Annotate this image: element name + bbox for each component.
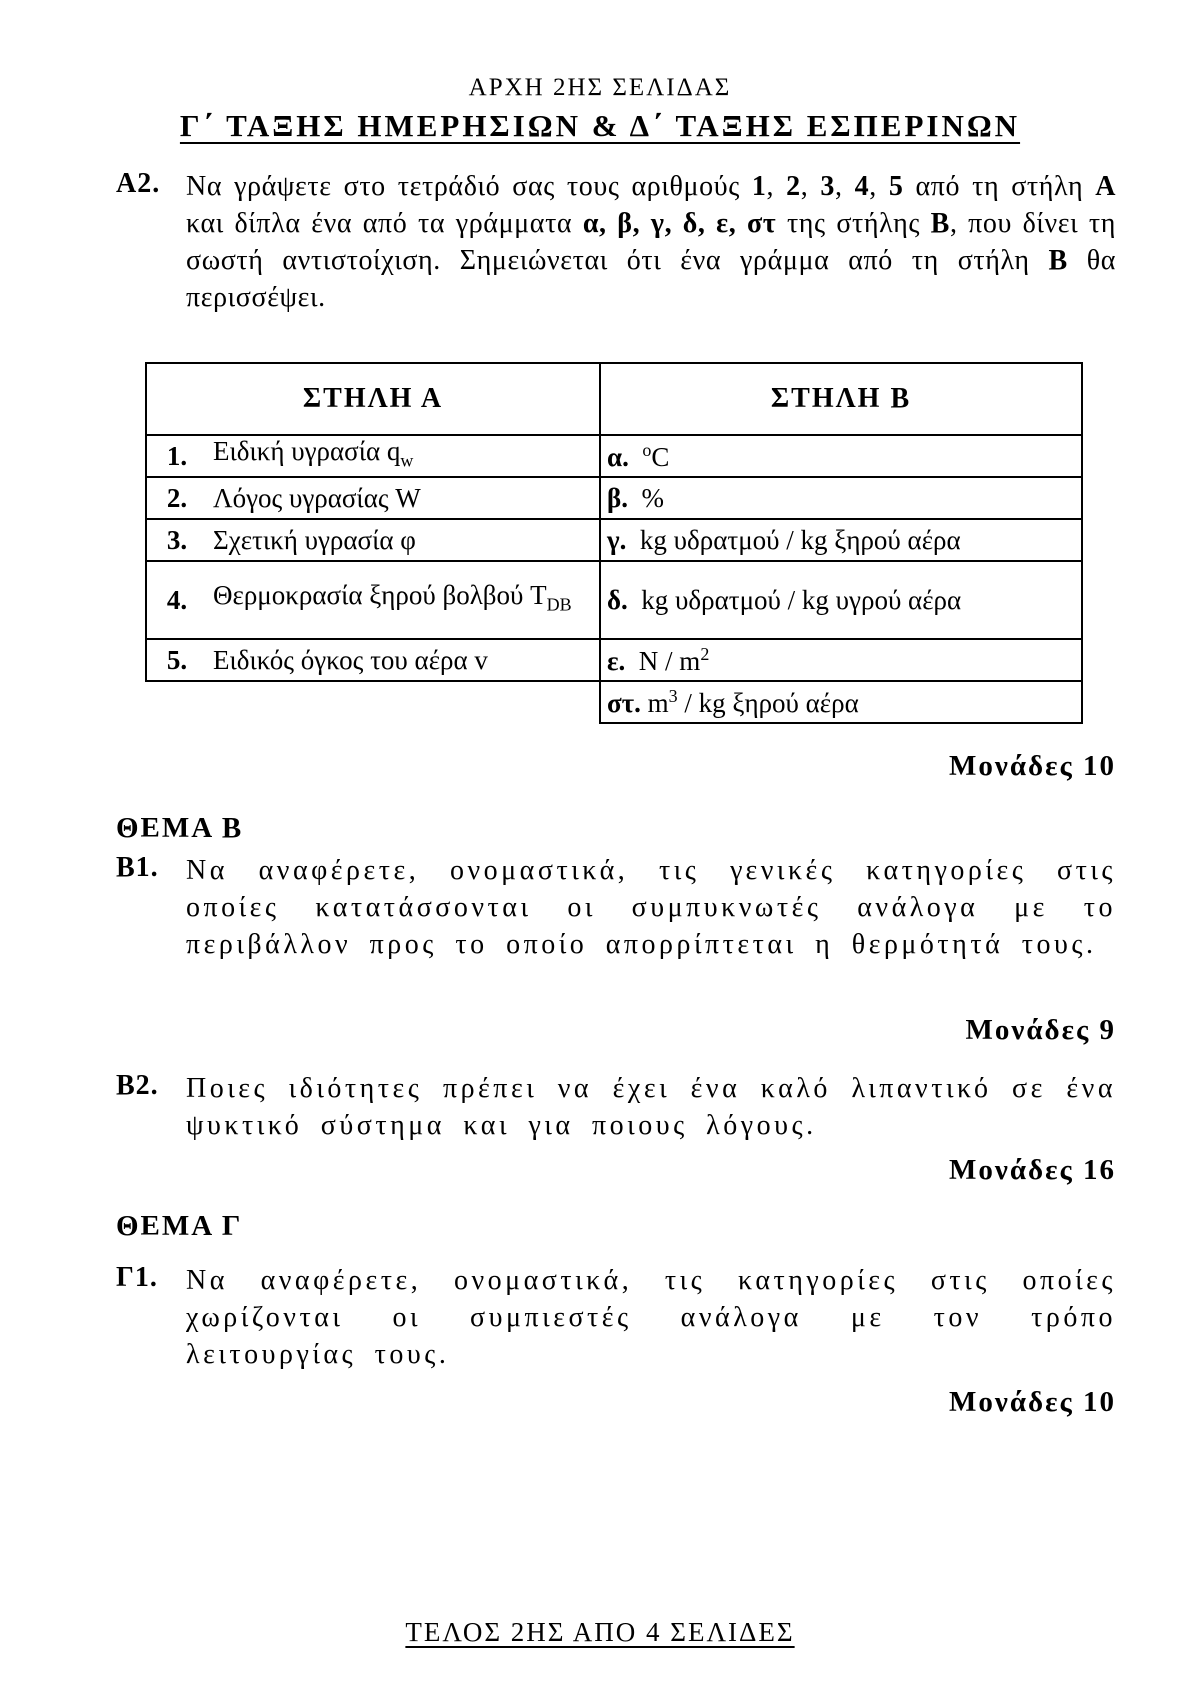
column-b-letter: δ. xyxy=(607,584,628,615)
a2-number: 1 xyxy=(751,171,767,202)
row-number: 5. xyxy=(146,639,207,681)
marks-a2: Μονάδες 10 xyxy=(949,750,1116,782)
a2-sep: , xyxy=(835,171,855,202)
column-a-text: Ειδική υγρασία q xyxy=(213,436,401,466)
column-b-letter: β. xyxy=(607,482,628,513)
a2-text-part: από τη στήλη xyxy=(903,171,1096,202)
column-b-header: ΣΤΗΛΗ Β xyxy=(600,363,1082,435)
empty-cell xyxy=(146,681,207,723)
superscript: 3 xyxy=(668,685,678,706)
a2-text-part: και δίπλα ένα από τα γράμματα xyxy=(186,208,583,239)
question-b2-text: Ποιες ιδιότητες πρέπει να έχει ένα καλό λιπαντικό σε ένα ψυκτικό σύστημα και για ποιους λόγους. xyxy=(186,1073,1116,1141)
a2-column-ref: Α xyxy=(1095,171,1117,202)
marks-b2: Μονάδες 16 xyxy=(949,1154,1116,1186)
column-a-item xyxy=(207,435,600,477)
a2-text-part: , που δίνει τη σωστή αντιστοίχιση. Σημειώνεται ότι ένα γράμμα από τη στήλη xyxy=(186,208,1117,276)
column-b-text: m xyxy=(647,687,669,718)
column-b-item xyxy=(600,561,1082,639)
column-a-text: Θερμοκρασία ξηρού βολβού T xyxy=(213,580,547,611)
a2-number: 4 xyxy=(854,171,870,202)
superscript: 2 xyxy=(700,643,710,664)
a2-letters: α, β, γ, δ, ε, στ xyxy=(582,208,777,239)
column-b-text: kg υδρατμού / kg ξηρού αέρα xyxy=(639,524,961,555)
column-b-text: C xyxy=(651,441,670,472)
row-number: 3. xyxy=(146,519,207,561)
question-c1-label: Γ1. xyxy=(116,1262,158,1293)
column-b-letter: στ. xyxy=(607,687,641,718)
page-start-header: ΑΡΧΗ 2ΗΣ ΣΕΛΙΔΑΣ xyxy=(468,74,732,101)
row-number: 1. xyxy=(146,435,207,477)
a2-number: 5 xyxy=(888,171,904,202)
a2-column-ref: Β xyxy=(1048,245,1068,276)
question-a2-label: Α2. xyxy=(116,168,161,199)
superscript: o xyxy=(642,439,652,460)
a2-text-part: θα περισσέψει. xyxy=(186,245,1116,313)
column-b-letter: γ. xyxy=(607,524,627,555)
a2-sep: , xyxy=(766,171,787,202)
column-b-letter: α. xyxy=(607,441,629,472)
question-c1-text: Να αναφέρετε, ονομαστικά, τις κατηγορίες στις οποίες χωρίζονται οι συμπιεστές ανάλογα με τον τρόπο λειτουργίας τους. xyxy=(186,1265,1116,1370)
a2-sep: , xyxy=(869,171,889,202)
row-number: 4. xyxy=(146,561,207,639)
column-a-item: Ειδικός όγκος του αέρα v xyxy=(207,639,600,681)
column-b-item xyxy=(600,477,1082,519)
column-b-text: / kg ξηρού αέρα xyxy=(677,687,859,718)
table-row xyxy=(146,681,1082,723)
column-b-item xyxy=(600,639,1082,681)
column-b-item xyxy=(600,435,1082,477)
marks-c1: Μονάδες 10 xyxy=(949,1386,1116,1418)
a2-column-ref: Β xyxy=(930,208,950,239)
column-b-letter: ε. xyxy=(607,645,626,676)
column-b-item xyxy=(600,681,1082,723)
question-b2-label: Β2. xyxy=(116,1070,159,1101)
table-row xyxy=(146,519,1082,561)
empty-cell xyxy=(207,681,600,723)
a2-text-part: Να γράψετε στο τετράδιό σας τους αριθμούς xyxy=(186,171,752,202)
column-b-item xyxy=(600,519,1082,561)
table-row xyxy=(146,561,1082,639)
a2-text-part: της στήλης xyxy=(776,208,931,239)
theme-b-heading: ΘΕΜΑ Β xyxy=(116,812,244,844)
theme-c-heading: ΘΕΜΑ Γ xyxy=(116,1210,243,1242)
column-a-item: Σχετική υγρασία φ xyxy=(207,519,600,561)
exam-title: Γ΄ ΤΑΞΗΣ ΗΜΕΡΗΣΙΩΝ & Δ΄ ΤΑΞΗΣ ΕΣΠΕΡΙΝΩΝ xyxy=(179,108,1021,143)
a2-number: 2 xyxy=(786,171,801,202)
subscript: w xyxy=(400,450,414,471)
a2-sep: , xyxy=(800,171,821,202)
table-row xyxy=(146,435,1082,477)
row-number: 2. xyxy=(146,477,207,519)
table-row xyxy=(146,639,1082,681)
question-a2-text xyxy=(186,168,1116,316)
subscript: DB xyxy=(546,594,572,615)
page-end-footer: ΤΕΛΟΣ 2ΗΣ ΑΠΟ 4 ΣΕΛΙΔΕΣ xyxy=(405,1617,795,1647)
table-row xyxy=(146,477,1082,519)
marks-b1: Μονάδες 9 xyxy=(965,1014,1116,1046)
column-b-text: kg υδρατμού / kg υγρού αέρα xyxy=(641,584,962,615)
question-b1-label: Β1. xyxy=(116,852,159,883)
column-a-header: ΣΤΗΛΗ Α xyxy=(146,363,600,435)
matching-table xyxy=(145,362,1083,724)
column-b-text: N / m xyxy=(638,645,701,676)
column-a-item xyxy=(207,561,600,639)
question-b1-text: Να αναφέρετε, ονομαστικά, τις γενικές κατηγορίες στις οποίες κατατάσσονται οι συμπυκνωτές ανάλογα με το περιβάλλον προς το οποίο απορρίπτεται η θερμότητά τους. xyxy=(186,855,1116,960)
column-b-text: % xyxy=(641,482,664,513)
column-a-item: Λόγος υγρασίας W xyxy=(207,477,600,519)
a2-number: 3 xyxy=(820,171,835,202)
